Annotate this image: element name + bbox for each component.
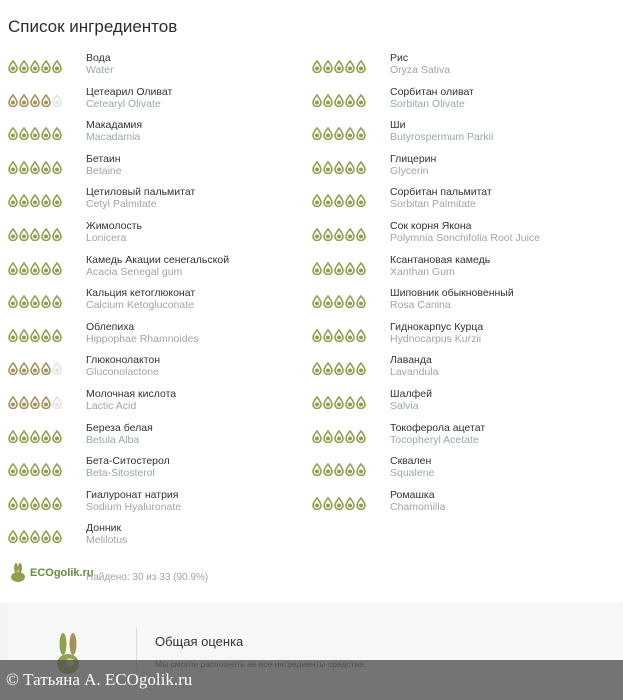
ingredient-name-latin: Gluconolactone xyxy=(86,366,159,379)
rating-drop-icon xyxy=(41,362,51,375)
rating-drop-icon xyxy=(19,94,29,107)
ingredient-name-ru: Цетеарил Оливат xyxy=(86,85,173,98)
safety-rating xyxy=(8,422,86,443)
rating-drop-icon xyxy=(345,329,355,342)
safety-rating xyxy=(8,254,86,275)
ingredient-text xyxy=(390,153,436,177)
ingredient-name-latin: Hydnocarpus Kurzii xyxy=(390,332,482,345)
rating-drop-icon xyxy=(323,228,333,241)
rating-drop-icon xyxy=(52,161,62,174)
rating-drop-icon xyxy=(41,497,51,510)
rating-drop-icon xyxy=(52,463,62,476)
page-title: Список ингредиентов xyxy=(8,17,178,36)
rating-drop-icon xyxy=(345,161,355,174)
safety-rating xyxy=(312,287,390,308)
ingredient-name-ru: Глицерин xyxy=(390,152,437,165)
ingredient-name-latin: Macadamia xyxy=(86,131,141,144)
rating-drop-icon xyxy=(334,396,344,409)
safety-rating xyxy=(8,153,86,174)
ingredient-name-ru: Бетаин xyxy=(86,152,121,165)
rating-drop-icon xyxy=(356,329,366,342)
safety-rating xyxy=(312,422,390,443)
ingredient-name-ru: Ромашка xyxy=(390,488,435,501)
safety-rating xyxy=(312,321,390,342)
safety-rating xyxy=(312,119,390,140)
ingredient-text xyxy=(390,119,493,143)
ingredient-name-latin: Tocopheryl Acetate xyxy=(390,433,479,446)
safety-rating xyxy=(312,455,390,476)
ingredient-name-ru: Ксантановая камедь xyxy=(390,253,491,266)
rating-drop-icon xyxy=(356,262,366,275)
rating-drop-icon xyxy=(30,94,40,107)
rating-drop-icon xyxy=(8,530,18,543)
ingredient-row[interactable] xyxy=(312,489,612,523)
rating-drop-icon xyxy=(345,430,355,443)
rating-drop-icon xyxy=(323,329,333,342)
logo-text: ECOgolik.ru xyxy=(30,567,94,579)
rating-drop-icon xyxy=(41,194,51,207)
rating-drop-icon xyxy=(30,228,40,241)
rating-drop-icon xyxy=(323,60,333,73)
rating-drop-icon xyxy=(334,161,344,174)
rating-drop-icon xyxy=(345,295,355,308)
ingredient-name-latin: Cetyl Palmitate xyxy=(86,198,157,211)
rating-drop-icon xyxy=(334,194,344,207)
rating-drop-icon xyxy=(8,228,18,241)
rating-drop-icon xyxy=(323,463,333,476)
ingredient-name-ru: Ши xyxy=(390,119,406,132)
ingredient-name-latin: Lonicera xyxy=(86,231,127,244)
safety-rating xyxy=(312,220,390,241)
rating-drop-icon xyxy=(356,228,366,241)
ingredient-name-ru: Лаванда xyxy=(390,354,432,367)
ingredient-name-latin: Sorbitan Palmitate xyxy=(390,198,476,211)
ingredient-text xyxy=(86,119,142,143)
ingredient-text xyxy=(86,354,160,378)
rating-drop-icon xyxy=(41,228,51,241)
ingredient-name-ru: Сок корня Якона xyxy=(390,219,472,232)
rating-drop-icon xyxy=(52,329,62,342)
rating-drop-icon xyxy=(312,329,322,342)
ingredient-name-ru: Сорбитан оливат xyxy=(390,85,474,98)
ingredient-row[interactable] xyxy=(312,354,612,388)
rating-drop-icon xyxy=(334,60,344,73)
rating-drop-icon xyxy=(334,329,344,342)
rating-drop-icon xyxy=(334,463,344,476)
rating-drop-icon xyxy=(8,430,18,443)
ingredient-row[interactable] xyxy=(312,422,612,456)
ingredient-name-ru: Сквален xyxy=(390,455,432,468)
rating-drop-icon xyxy=(356,161,366,174)
ingredient-row[interactable] xyxy=(8,354,308,388)
rating-drop-icon xyxy=(345,194,355,207)
ingredient-text xyxy=(86,220,142,244)
ingredient-row[interactable] xyxy=(312,388,612,422)
ingredient-text xyxy=(390,220,540,244)
rating-drop-icon xyxy=(41,60,51,73)
ingredient-name-latin: Cetearyl Olivate xyxy=(86,97,161,110)
rating-drop-icon xyxy=(8,94,18,107)
rating-drop-icon xyxy=(8,362,18,375)
rating-drop-icon xyxy=(19,362,29,375)
ingredient-row[interactable] xyxy=(312,321,612,355)
rating-drop-icon xyxy=(345,228,355,241)
rating-drop-icon xyxy=(8,60,18,73)
ingredient-row[interactable] xyxy=(312,153,612,187)
rating-drop-icon xyxy=(334,295,344,308)
ingredient-row[interactable] xyxy=(8,220,308,254)
rating-drop-icon xyxy=(52,228,62,241)
rating-drop-icon xyxy=(52,94,62,107)
rating-drop-icon xyxy=(356,396,366,409)
rating-drop-icon xyxy=(41,530,51,543)
rating-drop-icon xyxy=(41,295,51,308)
rating-drop-icon xyxy=(30,127,40,140)
ingredient-row[interactable] xyxy=(8,119,308,153)
ingredient-text xyxy=(86,321,199,345)
ingredient-name-latin: Sodium Hyaluronate xyxy=(86,500,182,513)
ingredient-name-latin: Melilotus xyxy=(86,534,128,547)
ingredient-name-latin: Lavandula xyxy=(390,366,439,379)
rating-drop-icon xyxy=(41,463,51,476)
ingredient-name-ru: Молочная кислота xyxy=(86,387,177,400)
rating-drop-icon xyxy=(52,530,62,543)
rating-drop-icon xyxy=(41,430,51,443)
safety-rating xyxy=(8,388,86,409)
safety-rating xyxy=(312,186,390,207)
ingredient-row[interactable] xyxy=(312,86,612,120)
ingredient-text xyxy=(86,52,114,76)
ingredient-text xyxy=(86,86,172,110)
rating-drop-icon xyxy=(345,362,355,375)
ingredient-text xyxy=(86,153,122,177)
ingredient-row[interactable] xyxy=(8,455,308,489)
ingredient-name-ru: Вода xyxy=(86,52,111,64)
rating-drop-icon xyxy=(52,396,62,409)
rating-drop-icon xyxy=(19,497,29,510)
rating-drop-icon xyxy=(312,497,322,510)
ecogolik-logo[interactable] xyxy=(8,563,94,583)
ingredient-text xyxy=(86,186,195,210)
ingredient-row[interactable] xyxy=(312,52,612,86)
ingredient-text xyxy=(86,254,229,278)
safety-rating xyxy=(312,489,390,510)
rating-drop-icon xyxy=(345,396,355,409)
ingredient-text xyxy=(390,254,490,278)
rating-drop-icon xyxy=(19,60,29,73)
rating-drop-icon xyxy=(312,396,322,409)
ingredient-name-ru: Бета-Ситостерол xyxy=(86,455,170,468)
rating-drop-icon xyxy=(312,262,322,275)
ingredient-name-latin: Calcium Ketogluconate xyxy=(86,299,194,312)
rating-drop-icon xyxy=(323,430,333,443)
rating-drop-icon xyxy=(312,194,322,207)
ingredient-row[interactable] xyxy=(8,86,308,120)
rating-drop-icon xyxy=(323,127,333,140)
ingredient-name-latin: Acacia Senegal gum xyxy=(86,265,183,278)
rating-drop-icon xyxy=(323,362,333,375)
ingredient-text xyxy=(390,455,434,479)
rating-drop-icon xyxy=(323,295,333,308)
ingredient-name-latin: Hippophae Rhamnoides xyxy=(86,332,199,345)
ingredient-text xyxy=(86,522,127,546)
ingredient-row[interactable] xyxy=(312,186,612,220)
rating-drop-icon xyxy=(8,396,18,409)
rating-drop-icon xyxy=(41,396,51,409)
safety-rating xyxy=(8,354,86,375)
rating-drop-icon xyxy=(41,262,51,275)
rating-drop-icon xyxy=(52,127,62,140)
rating-drop-icon xyxy=(356,430,366,443)
rating-drop-icon xyxy=(312,127,322,140)
ingredient-row[interactable] xyxy=(312,119,612,153)
rating-drop-icon xyxy=(345,463,355,476)
rating-drop-icon xyxy=(30,463,40,476)
rating-drop-icon xyxy=(41,161,51,174)
rating-drop-icon xyxy=(30,60,40,73)
ingredient-text xyxy=(390,86,474,110)
ingredient-name-latin: Lactic Acid xyxy=(86,399,137,412)
rating-drop-icon xyxy=(52,362,62,375)
safety-rating xyxy=(8,186,86,207)
safety-rating xyxy=(8,489,86,510)
ingredient-name-latin: Squalene xyxy=(390,467,435,480)
rating-drop-icon xyxy=(356,497,366,510)
ingredient-name-latin: Glycerin xyxy=(390,164,429,177)
ingredient-text xyxy=(390,489,445,513)
ingredient-row[interactable] xyxy=(312,455,612,489)
rating-drop-icon xyxy=(356,463,366,476)
ingredient-row[interactable] xyxy=(8,422,308,456)
rating-drop-icon xyxy=(312,161,322,174)
rating-drop-icon xyxy=(8,463,18,476)
rating-drop-icon xyxy=(30,430,40,443)
safety-rating xyxy=(312,52,390,73)
rating-drop-icon xyxy=(334,127,344,140)
ingredient-name-ru: Рис xyxy=(390,52,409,64)
rating-drop-icon xyxy=(345,497,355,510)
rating-drop-icon xyxy=(19,194,29,207)
rating-drop-icon xyxy=(345,60,355,73)
ingredient-text xyxy=(390,321,483,345)
rating-drop-icon xyxy=(334,430,344,443)
ingredient-row[interactable] xyxy=(8,153,308,187)
rating-drop-icon xyxy=(19,329,29,342)
ingredient-row[interactable] xyxy=(312,254,612,288)
ingredient-row[interactable] xyxy=(8,388,308,422)
safety-rating xyxy=(312,254,390,275)
ingredient-text xyxy=(390,354,438,378)
ingredient-name-ru: Камедь Акации сенегальской xyxy=(86,253,230,266)
rating-drop-icon xyxy=(323,497,333,510)
safety-rating xyxy=(8,86,86,107)
rating-drop-icon xyxy=(8,329,18,342)
rating-drop-icon xyxy=(52,295,62,308)
safety-rating xyxy=(312,354,390,375)
rating-drop-icon xyxy=(356,362,366,375)
safety-rating xyxy=(8,522,86,543)
ingredient-name-ru: Шиповник обыкновенный xyxy=(390,287,514,300)
rating-drop-icon xyxy=(312,430,322,443)
ingredient-name-ru: Гиднокарпус Курца xyxy=(390,320,484,333)
ingredient-text xyxy=(390,388,432,412)
ingredient-row[interactable] xyxy=(8,321,308,355)
ingredient-name-latin: Xanthan Gum xyxy=(390,265,455,278)
ingredient-text xyxy=(390,422,485,446)
rating-drop-icon xyxy=(30,262,40,275)
rating-drop-icon xyxy=(30,295,40,308)
rating-drop-icon xyxy=(30,530,40,543)
ingredient-name-ru: Донник xyxy=(86,522,122,535)
rating-drop-icon xyxy=(312,228,322,241)
ingredient-name-latin: Oryza Sativa xyxy=(390,64,451,76)
safety-rating xyxy=(8,321,86,342)
ingredient-row[interactable] xyxy=(8,52,308,86)
rating-drop-icon xyxy=(345,94,355,107)
rating-drop-icon xyxy=(8,295,18,308)
rating-drop-icon xyxy=(19,127,29,140)
rating-drop-icon xyxy=(52,430,62,443)
rating-drop-icon xyxy=(356,60,366,73)
ingredient-name-latin: Betaine xyxy=(86,164,122,177)
rating-drop-icon xyxy=(356,295,366,308)
ingredient-name-ru: Сорбитан пальмитат xyxy=(390,186,492,199)
ingredient-name-ru: Жимолость xyxy=(86,219,143,232)
rating-drop-icon xyxy=(30,194,40,207)
ingredient-text xyxy=(86,489,181,513)
rating-drop-icon xyxy=(19,430,29,443)
ingredient-name-latin: Butyrospermum Parkii xyxy=(390,131,494,144)
rating-drop-icon xyxy=(345,127,355,140)
rating-drop-icon xyxy=(312,295,322,308)
rating-drop-icon xyxy=(345,262,355,275)
ingredient-name-ru: Глюконолактон xyxy=(86,354,161,367)
rating-drop-icon xyxy=(19,262,29,275)
rating-drop-icon xyxy=(30,396,40,409)
ingredient-name-ru: Гиалуронат натрия xyxy=(86,488,179,501)
rabbit-icon xyxy=(8,563,28,583)
rating-drop-icon xyxy=(19,396,29,409)
ingredient-row[interactable] xyxy=(8,186,308,220)
rating-drop-icon xyxy=(52,194,62,207)
safety-rating xyxy=(8,287,86,308)
ingredient-name-latin: Polymnia Sonchifolia Root Juice xyxy=(390,231,540,244)
ingredient-name-ru: Шалфей xyxy=(390,387,432,400)
safety-rating xyxy=(8,455,86,476)
rating-drop-icon xyxy=(30,161,40,174)
rating-drop-icon xyxy=(8,161,18,174)
ingredient-name-ru: Цетиловый пальмитат xyxy=(86,186,196,199)
rating-drop-icon xyxy=(52,497,62,510)
ingredient-name-ru: Береза белая xyxy=(86,421,153,434)
rating-drop-icon xyxy=(8,262,18,275)
rating-drop-icon xyxy=(356,94,366,107)
rating-drop-icon xyxy=(19,228,29,241)
rating-drop-icon xyxy=(323,94,333,107)
overall-score-title: Общая оценка xyxy=(155,634,244,649)
rating-drop-icon xyxy=(8,194,18,207)
rating-drop-icon xyxy=(323,194,333,207)
rating-drop-icon xyxy=(312,60,322,73)
rating-drop-icon xyxy=(334,262,344,275)
ingredient-text xyxy=(390,186,492,210)
found-count: Найдено: 30 из 33 (90.9%) xyxy=(86,572,209,583)
ingredient-name-latin: Salvia xyxy=(390,399,419,412)
ingredient-name-ru: Макадамия xyxy=(86,119,143,132)
rating-drop-icon xyxy=(19,295,29,308)
rating-drop-icon xyxy=(52,60,62,73)
ingredient-row[interactable] xyxy=(8,254,308,288)
rating-drop-icon xyxy=(41,127,51,140)
rating-drop-icon xyxy=(334,228,344,241)
ingredient-name-ru: Токоферола ацетат xyxy=(390,421,486,434)
rating-drop-icon xyxy=(52,262,62,275)
rating-drop-icon xyxy=(30,362,40,375)
rating-drop-icon xyxy=(312,362,322,375)
ingredient-text xyxy=(390,52,450,76)
rating-drop-icon xyxy=(323,161,333,174)
ingredient-row[interactable] xyxy=(312,287,612,321)
rating-drop-icon xyxy=(19,530,29,543)
ingredient-row[interactable] xyxy=(8,522,308,556)
ingredient-name-latin: Sorbitan Olivate xyxy=(390,97,465,110)
rating-drop-icon xyxy=(30,329,40,342)
ingredient-text xyxy=(86,422,153,446)
ingredient-name-latin: Betula Alba xyxy=(86,433,140,446)
rating-drop-icon xyxy=(356,194,366,207)
ingredient-name-latin: Chamomilla xyxy=(390,500,446,513)
ingredient-text xyxy=(86,388,176,412)
safety-rating xyxy=(8,52,86,73)
safety-rating xyxy=(8,119,86,140)
rating-drop-icon xyxy=(334,94,344,107)
ingredient-name-latin: Water xyxy=(86,64,114,76)
ingredient-row[interactable] xyxy=(312,220,612,254)
rating-drop-icon xyxy=(19,463,29,476)
ingredient-name-latin: Beta-Sitosterol xyxy=(86,467,155,480)
ingredients-left-column xyxy=(8,52,308,556)
rating-drop-icon xyxy=(8,127,18,140)
safety-rating xyxy=(8,220,86,241)
ingredient-text xyxy=(86,287,195,311)
ingredient-name-ru: Облепиха xyxy=(86,320,135,333)
rating-drop-icon xyxy=(41,94,51,107)
rating-drop-icon xyxy=(323,396,333,409)
ingredient-row[interactable] xyxy=(8,287,308,321)
rating-drop-icon xyxy=(312,463,322,476)
rating-drop-icon xyxy=(334,362,344,375)
rating-drop-icon xyxy=(30,497,40,510)
rating-drop-icon xyxy=(8,497,18,510)
ingredient-name-latin: Rosa Canina xyxy=(390,299,451,312)
rating-drop-icon xyxy=(19,161,29,174)
ingredient-row[interactable] xyxy=(8,489,308,523)
ingredient-text xyxy=(390,287,514,311)
rating-drop-icon xyxy=(41,329,51,342)
ingredient-text xyxy=(86,455,170,479)
rating-drop-icon xyxy=(323,262,333,275)
safety-rating xyxy=(312,153,390,174)
ingredient-name-ru: Кальция кетоглюконат xyxy=(86,287,196,300)
safety-rating xyxy=(312,388,390,409)
safety-rating xyxy=(312,86,390,107)
watermark: © Татьяна А. ECOgolik.ru xyxy=(0,660,623,700)
rating-drop-icon xyxy=(356,127,366,140)
ingredients-right-column xyxy=(312,52,612,522)
rating-drop-icon xyxy=(334,497,344,510)
rating-drop-icon xyxy=(312,94,322,107)
